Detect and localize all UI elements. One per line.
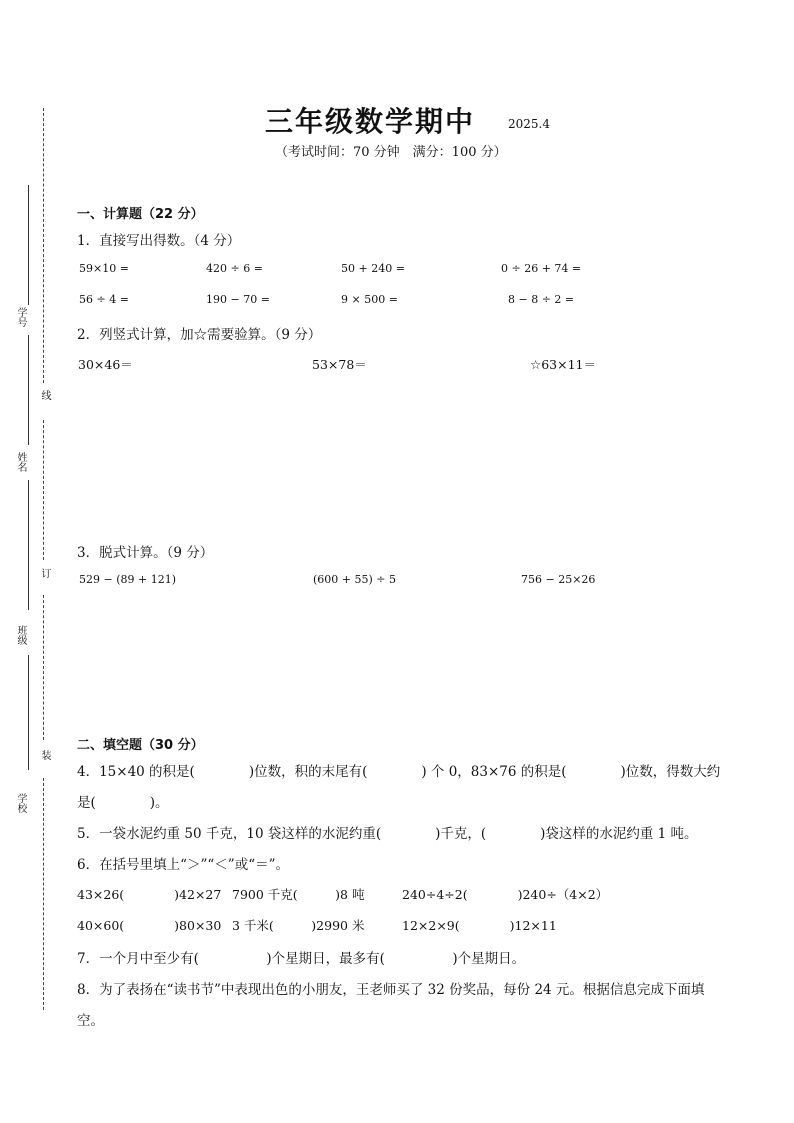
mental-math-item: 9 × 500 = [341, 293, 398, 306]
seal-char-zhuang: 装 [39, 750, 50, 760]
name-label: 姓名 [15, 452, 26, 472]
mental-math-item: 420 ÷ 6 = [206, 262, 263, 275]
binding-rule-left [28, 185, 29, 305]
question-4-line: 4．15×40 的积是( )位数，积的末尾有( ) 个 0，83×76 的积是( )位数，得数大约 [77, 764, 721, 780]
compare-item: 40×60( )80×30 [77, 918, 222, 933]
mental-math-item: 8 − 8 ÷ 2 = [508, 293, 575, 306]
seal-dashed-line [43, 108, 44, 383]
exam-date: 2025.4 [508, 117, 550, 131]
seal-dashed-line [43, 778, 44, 1010]
seal-dashed-line [43, 595, 44, 740]
compare-item: 240÷4÷2( )240÷（4×2） [402, 887, 609, 902]
question-5: 5．一袋水泥约重 50 千克，10 袋这样的水泥约重( )千克，( )袋这样的水泥约重 1 吨。 [77, 826, 698, 842]
compare-item: 43×26( )42×27 [77, 887, 222, 902]
mental-math-item: 50 + 240 = [341, 262, 405, 275]
binding-rule-left [28, 655, 29, 770]
class-label: 班级 [15, 625, 26, 645]
question-2-prompt: 2．列竖式计算，加☆需要验算。（9 分） [77, 327, 322, 343]
step-calc-item: 529 − (89 + 121) [79, 573, 176, 586]
question-3-prompt: 3．脱式计算。（9 分） [77, 545, 214, 561]
mental-math-item: 0 ÷ 26 + 74 = [501, 262, 582, 275]
question-8-line: 空。 [77, 1013, 104, 1029]
compare-item: 3 千米( )2990 米 [232, 918, 365, 933]
compare-item: 7900 千克( )8 吨 [232, 887, 365, 902]
binding-rule-left [28, 335, 29, 445]
vertical-calc-item: 30×46＝ [78, 357, 133, 372]
question-4-line: 是( )。 [77, 795, 169, 811]
page-title: 三年级数学期中 [265, 105, 476, 138]
school-label: 学校 [15, 793, 26, 813]
vertical-calc-item: 53×78＝ [312, 357, 367, 372]
question-7: 7．一个月中至少有( )个星期日，最多有( )个星期日。 [77, 951, 526, 967]
mental-math-item: 59×10 = [79, 262, 129, 275]
mental-math-item: 190 − 70 = [206, 293, 270, 306]
mental-math-item: 56 ÷ 4 = [79, 293, 129, 306]
section-heading: 一、计算题（22 分） [77, 207, 204, 222]
seal-char-xian: 线 [39, 390, 50, 400]
step-calc-item: 756 − 25×26 [521, 573, 596, 586]
question-8-line: 8．为了表扬在“读书节”中表现出色的小朋友，王老师买了 32 份奖品，每份 24 元。根据信息完成下面填 [77, 982, 705, 998]
exam-info: （考试时间：70 分钟 满分：100 分） [275, 145, 507, 160]
compare-item: 12×2×9( )12×11 [402, 918, 557, 933]
vertical-calc-item: ☆63×11＝ [530, 357, 596, 372]
seal-dashed-line [43, 420, 44, 560]
binding-rule-left [28, 480, 29, 610]
question-1-prompt: 1．直接写出得数。（4 分） [77, 233, 241, 249]
step-calc-item: (600 + 55) ÷ 5 [313, 573, 396, 586]
question-6-prompt: 6．在括号里填上“＞”“＜”或“＝”。 [77, 857, 289, 873]
seal-char-ding: 订 [39, 568, 50, 578]
section-heading: 二、填空题（30 分） [77, 738, 204, 753]
student-id-label: 学号 [15, 307, 26, 327]
